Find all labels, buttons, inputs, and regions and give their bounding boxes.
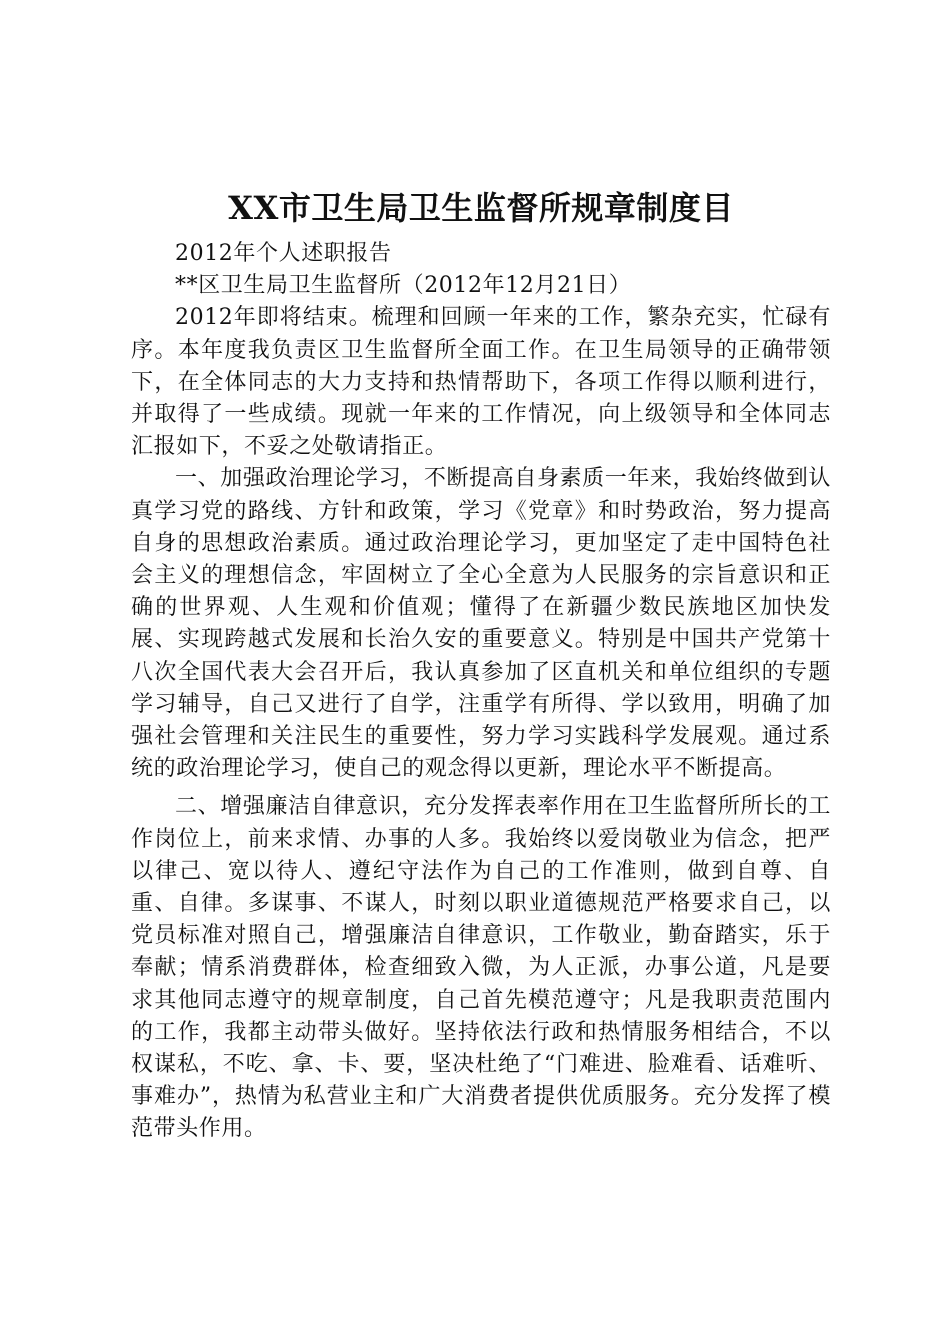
paragraph-section-two: 二、增强廉洁自律意识，充分发挥表率作用在卫生监督所所长的工作岗位上，前来求情、办事的人多。我始终以爱岗敬业为信念，把严以律己、宽以待人、遵纪守法作为自己的工作准则，做到自尊、自重、自律。多谋事、不谋人，时刻以职业道德规范严格要求自己，以党员标准对照自己，增强廉洁自律意识，工作敬业，勤奋踏实，乐于奉献；情系消费群体，检查细致入微，为人正派，办事公道，凡是要求其他同志遵守的规章制度，自己首先模范遵守；凡是我职责范围内的工作，我都主动带头做好。坚持依法行政和热情服务相结合，不以权谋私，不吃、拿、卡、要，坚决杜绝了“门难进、脸难看、话难听、事难办”，热情为私营业主和广大消费者提供优质服务。充分发挥了模范带头作用。 <box>131 794 831 1142</box>
document-body <box>131 186 831 1146</box>
document-title: XX市卫生局卫生监督所规章制度目 <box>228 189 734 227</box>
report-subtitle: 2012年个人述职报告 <box>175 241 392 266</box>
paragraph-section-one: 一、加强政治理论学习，不断提高自身素质一年来，我始终做到认真学习党的路线、方针和政策，学习《党章》和时势政治，努力提高自身的思想政治素质。通过政治理论学习，更加坚定了走中国特色社会主义的理想信念，牢固树立了全心全意为人民服务的宗旨意识和正确的世界观、人生观和价值观；懂得了在新疆少数民族地区加快发展、实现跨越式发展和长治久安的重要意义。特别是中国共产党第十八次全国代表大会召开后，我认真参加了区直机关和单位组织的专题学习辅导，自己又进行了自学，注重学有所得、学以致用，明确了加强社会管理和关注民生的重要性，努力学习实践科学发展观。通过系统的政治理论学习，使自己的观念得以更新，理论水平不断提高。 <box>131 466 831 782</box>
report-author-date: **区卫生局卫生监督所（2012年12月21日） <box>175 273 632 299</box>
paragraph-intro: 2012年即将结束。梳理和回顾一年来的工作，繁杂充实，忙碌有序。本年度我负责区卫生监督所全面工作。在卫生局领导的正确带领下，在全体同志的大力支持和热情帮助下，各项工作得以顺利进行，并取得了一些成绩。现就一年来的工作情况，向上级领导和全体同志汇报如下，不妥之处敬请指正。 <box>131 305 831 460</box>
